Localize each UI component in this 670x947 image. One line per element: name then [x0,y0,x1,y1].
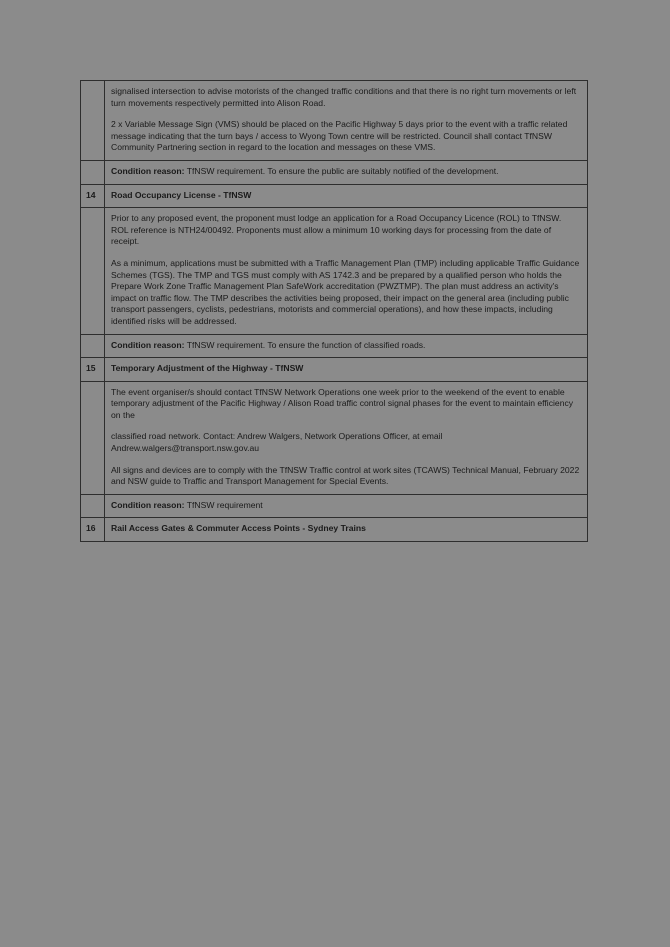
condition-reason-text: TfNSW requirement [184,499,263,510]
row-number [81,381,105,494]
paragraph: signalised intersection to advise motorists of the changed traffic conditions and that there is no right turn movements or left turn movements respectively permitted into Alison Road. [111,86,577,108]
conditions-table [80,80,588,542]
paragraph: 2 x Variable Message Sign (VMS) should be placed on the Pacific Highway 5 days prior to the event with a traffic related message indicating that the turn bays / access to Wyong Town centre will be restricted. Council shall contact TfNSW Community Partnering section in regard to the location and messages on these VMS. [111,119,568,153]
paragraph: The event organiser/s should contact TfNSW Network Operations one week prior to the weekend of the event to enable temporary adjustment of the Pacific Highway / Alison Road traffic control signal phases for the event to maintain efficiency on the [111,386,574,420]
row-content [105,208,588,334]
paragraph: As a minimum, applications must be submitted with a Traffic Management Plan (TMP) including applicable Traffic Guidance Schemes (TGS). The TMP and TGS must comply with AS 1742.3 and be prepared by a qualified person who holds the Prepare Work Zone Traffic Management Plan SafeWork accreditation (PWZTMP). The plan must address an activity's impact on traffic flow. The TMP describes the activities being proposed, their impact on the general area (including public transport passengers, cyclists, pedestrians, motorists and commercial operations), and how these impacts, including identified risks will be addressed. [111,257,580,326]
row-content [105,494,588,518]
row-number [81,160,105,184]
table-row [81,334,588,358]
condition-reason-label: Condition reason: [111,499,185,510]
section-title: Rail Access Gates & Commuter Access Points - Sydney Trains [105,518,588,542]
table-row [81,160,588,184]
table-row [81,208,588,334]
condition-reason-text: TfNSW requirement. To ensure the function of classified roads. [184,339,426,350]
condition-reason [111,340,581,352]
section-title: Temporary Adjustment of the Highway - TfNSW [105,358,588,382]
table-row [81,358,588,382]
table-row [81,494,588,518]
row-number: 15 [81,358,105,382]
row-number [81,81,105,161]
table-body [81,81,588,542]
row-number: 14 [81,184,105,208]
section-title: Road Occupancy License - TfNSW [105,184,588,208]
table-row [81,381,588,494]
condition-reason-label: Condition reason: [111,165,185,176]
row-number [81,208,105,334]
row-content [105,81,588,161]
row-number [81,494,105,518]
row-number: 16 [81,518,105,542]
condition-reason [111,166,581,178]
condition-reason-label: Condition reason: [111,339,185,350]
row-content [105,334,588,358]
table-row [81,81,588,161]
paragraph: classified road network. Contact: Andrew Walgers, Network Operations Officer, at email Andrew.walgers@transport.nsw.gov.au [111,431,443,454]
row-content [105,381,588,494]
table-row [81,184,588,208]
condition-reason [111,500,581,512]
paragraph: Prior to any proposed event, the proponent must lodge an application for a Road Occupancy Licence (ROL) to TfNSW. ROL reference is NTH24/00492. Proponents must allow a minimum 10 working days for processing from the date of receipt. [111,213,562,247]
paragraph: All signs and devices are to comply with the TfNSW Traffic control at work sites (TCAWS) Technical Manual, February 2022 and NSW guide to Traffic and Transport Management for Special Events. [111,464,580,487]
condition-reason-text: TfNSW requirement. To ensure the public are suitably notified of the development. [184,165,499,176]
row-content [105,160,588,184]
table-row [81,518,588,542]
row-number [81,334,105,358]
